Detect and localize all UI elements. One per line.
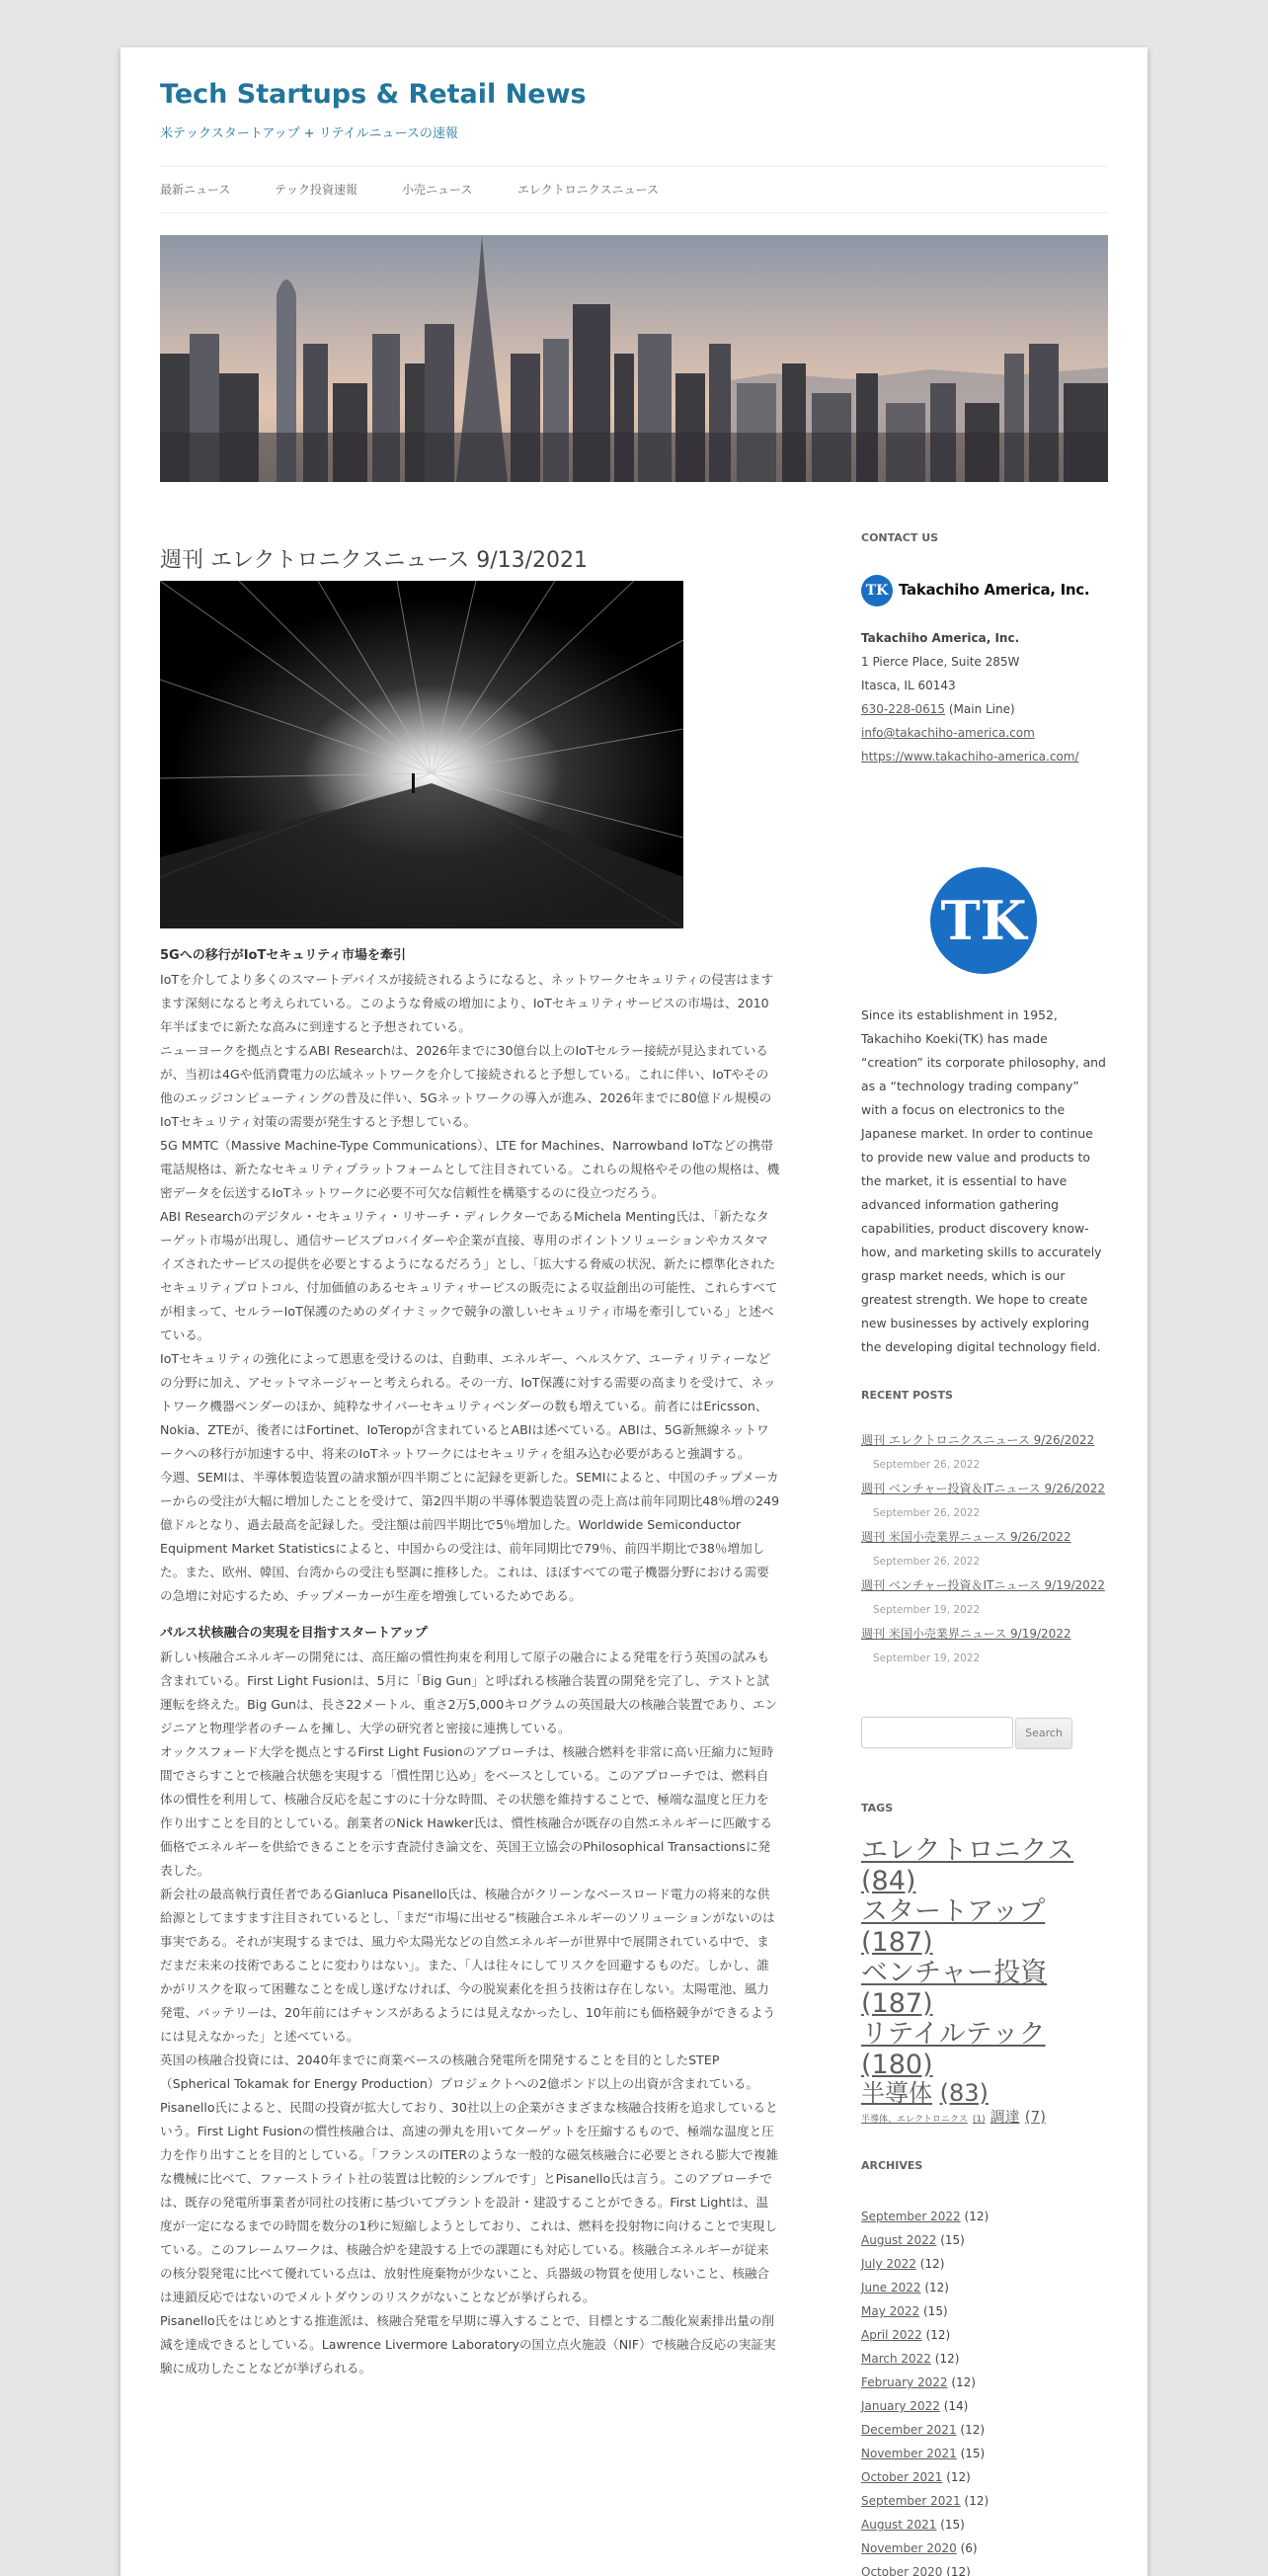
tag-link[interactable]: ベンチャー投資	[861, 1958, 1048, 1989]
tag-count[interactable]: (83)	[939, 2079, 989, 2108]
paragraph: Pisanello氏をはじめとする推進派は、核融合発電を早期に導入することで、目標とする二酸化炭素排出量の削減を達成できるとしている。Lawrence Livermore Laboratoryの国立点火施設（NIF）で核融合反応の実証実験に成功したことなどが挙げられる。	[160, 2313, 776, 2375]
archive-count: (12)	[946, 2470, 971, 2484]
archive-count: (12)	[925, 2328, 951, 2342]
tag-count[interactable]: (187)	[861, 1927, 933, 1959]
archive-count: (12)	[924, 2281, 949, 2294]
recent-post-link[interactable]: 週刊 ベンチャー投資＆ITニュース 9/19/2022	[861, 1578, 1106, 1592]
tag-item	[861, 2080, 1108, 2108]
recent-post-link[interactable]: 週刊 米国小売業界ニュース 9/19/2022	[861, 1627, 1071, 1641]
archive-count: (15)	[960, 2447, 986, 2460]
tag-link[interactable]: エレクトロニクス	[861, 1835, 1074, 1866]
archive-item	[861, 2513, 1108, 2536]
archive-link[interactable]: October 2020	[861, 2565, 943, 2576]
tag-link[interactable]: スタートアップ	[861, 1896, 1046, 1928]
archive-link[interactable]: October 2021	[861, 2470, 943, 2484]
tag-item-row	[861, 2108, 1108, 2126]
paragraph: 英国の核融合投資には、2040年までに商業ベースの核融合発電所を開発することを目的としたSTEP（Spherical Tokamak for Energy Production）プロジェクトへの2億ポンド以上の出資が含まれている。Pisanello氏によると、民間の投資が拡大しており、30社以上の企業がさまざまな核融合技術を追求しているという。First Light Fusionの慣性核融合は、高速の弾丸を用いてターゲットを圧縮するもので、極端な温度と圧力を作り出すことを目的としている。「フランスのITERのような一般的な磁気核融合に必要とされる膨大で複雑な機械に比べて、ファーストライト社の装置は比較的シンプルです」とPisanello氏は言う。このアプローチでは、既存の発電所事業者が同社の技術に基づいてプラントを設計・建設することができる。First Lightは、温度が一定になるまでの時間を数分の1秒に短縮しようとしており、これは、燃料を投射物に向けることで実現している。このフレームワークは、核融合炉を建設する上での課題にも対応している。核融合エネルギーが従来の核分裂発電に比べて優れている点は、放射性廃棄物が少ないこと、兵器級の物質を使用しないこと、核融合は連鎖反応ではないのでメルトダウンのリスクがないことなどが挙げられる。	[160, 2053, 778, 2304]
archive-count: (6)	[960, 2541, 978, 2555]
recent-post-date: September 26, 2022	[873, 1507, 981, 1519]
recent-post-link[interactable]: 週刊 米国小売業界ニュース 9/26/2022	[861, 1530, 1071, 1544]
widget-title-archives: ARCHIVES	[861, 2159, 923, 2172]
phone-note: (Main Line)	[948, 702, 1015, 716]
archive-link[interactable]: March 2022	[861, 2352, 931, 2366]
tag-count[interactable]: (187)	[861, 1988, 933, 2020]
tag-link[interactable]: リテイルテック	[861, 2019, 1046, 2051]
archive-item	[861, 2299, 1108, 2323]
archive-item	[861, 2371, 1108, 2394]
paragraph: 新会社の最高執行責任者であるGianluca Pisanello氏は、核融合がクリーンなベースロード電力の将来的な供給源としてますます注目されているとし、「まだ“市場に出せる”核融合エネルギーのソリューションがないのは事実である。それが実現するまでは、風力や太陽光などの自然エネルギーが世界中で展開されている中で、まだまだ未来の技術であることに変わりはない」。また、「人は往々にしてリスクを回避するものだ。しかし、誰かがリスクを取って困難なことを成し遂げなければ、今の脱炭素化を担う技術は存在しない。太陽電池、風力発電、バッテリーは、20年前にはチャンスがあるようには見えなかったし、10年前にも価格競争ができるようには見えなかった」と述べている。	[160, 1887, 776, 2044]
page-container	[120, 47, 1148, 2576]
tag-link[interactable]: 半導体	[861, 2079, 932, 2108]
tag-count[interactable]: (7)	[1024, 2107, 1047, 2126]
email-link[interactable]: info@takachiho-america.com	[861, 726, 1035, 740]
paragraph: ABI Researchのデジタル・セキュリティ・リサーチ・ディレクターであるMichela Menting氏は、「新たなターゲット市場が出現し、通信サービスプロバイダーや企業が直接、専用のポイントソリューションやカスタマイズされたサービスの提供を必要とするようになるだろう」とし、「拡大する脅威の状況、新たに標準化されたセキュリティプロトコル、付加価値のあるセキュリティサービスの販売による収益創出の可能性、これらすべてが相まって、セルラーIoT保護のためのダイナミックで競争の激しいセキュリティ市場を牽引している」と述べている。	[160, 1209, 778, 1342]
archive-count: (12)	[946, 2565, 971, 2576]
recent-post-item	[861, 1428, 1108, 1477]
archives-list	[861, 2205, 1108, 2576]
tag-item	[861, 1896, 1108, 1958]
archive-item	[861, 2489, 1108, 2513]
archive-count: (15)	[940, 2518, 965, 2532]
search-input[interactable]	[861, 1717, 1013, 1748]
archive-item	[861, 2347, 1108, 2371]
recent-post-item	[861, 1525, 1108, 1573]
archive-link[interactable]: April 2022	[861, 2328, 922, 2342]
nav-item-tech-investment[interactable]: テック投資速報	[275, 183, 358, 197]
archive-item	[861, 2418, 1108, 2442]
nav-item-latest-news[interactable]: 最新ニュース	[160, 183, 231, 197]
widget-title-tags: TAGS	[861, 1802, 894, 1814]
recent-post-item	[861, 1622, 1108, 1670]
website-link[interactable]: https://www.takachiho-america.com/	[861, 750, 1079, 764]
archive-item	[861, 2394, 1108, 2418]
company-logo	[861, 575, 1108, 606]
archive-link[interactable]: July 2022	[861, 2257, 916, 2271]
tag-link[interactable]: 調達	[990, 2107, 1020, 2126]
archive-link[interactable]: September 2021	[861, 2494, 961, 2508]
archive-item	[861, 2228, 1108, 2252]
phone-link[interactable]: 630-228-0615	[861, 702, 946, 716]
paragraph: IoTセキュリティの強化によって恩恵を受けるのは、自動車、エネルギー、ヘルスケア、ユーティリティーなどの分野に加え、アセットマネージャーと考えられる。その一方、IoT保護に対する需要の高まりを受けて、ネットワーク機器ベンダーのほか、純粋なサイバーセキュリティベンダーの数も増えている。前者にはEricsson、Nokia、ZTEが、後者にはFortinet、IoTeropが含まれているとABIは述べている。ABIは、5G新無線ネットワークへの移行が加速する中、将来のIoTネットワークにはセキュリティを組み込む必要があると強調する。	[160, 1351, 776, 1461]
tag-count[interactable]: (180)	[861, 2050, 933, 2081]
archive-count: (14)	[943, 2399, 969, 2413]
tag-link[interactable]: 半導体、エレクトロニクス	[861, 2114, 968, 2125]
archive-item	[861, 2465, 1108, 2489]
archive-link[interactable]: November 2021	[861, 2447, 957, 2460]
archive-link[interactable]: January 2022	[861, 2399, 940, 2413]
tag-count[interactable]: (1)	[972, 2114, 986, 2125]
logo-mark-icon: TK	[861, 575, 893, 606]
tag-cloud	[861, 1835, 1108, 2126]
nav-item-retail-news[interactable]: 小売ニュース	[402, 183, 473, 197]
archive-link[interactable]: February 2022	[861, 2375, 948, 2389]
archive-item	[861, 2442, 1108, 2465]
recent-post-date: September 26, 2022	[873, 1556, 981, 1568]
recent-post-date: September 19, 2022	[873, 1652, 981, 1664]
site-title[interactable]: Tech Startups & Retail News	[160, 79, 587, 110]
archive-item	[861, 2560, 1108, 2576]
paragraph: IoTを介してより多くのスマートデバイスが接続されるようになると、ネットワークセキュリティの侵害はますます深刻になると考えられている。このような脅威の増加により、IoTセキュリティサービスの市場は、2010年半ばまでに新たな高みに到達すると予想されている。	[160, 972, 774, 1034]
archive-link[interactable]: September 2022	[861, 2210, 961, 2223]
archive-count: (15)	[923, 2304, 948, 2318]
archive-count: (12)	[964, 2494, 990, 2508]
address-line-1: 1 Pierce Place, Suite 285W	[861, 655, 1020, 669]
paragraph: 5G MMTC（Massive Machine-Type Communications）、LTE for Machines、Narrowband IoTなどの携帯電話規格は、新たなセキュリティプラットフォームとして注目されている。これらの規格やその他の規格は、機密データを伝送するIoTネットワークに必要不可欠な信頼性を構築するのに役立つだろう。	[160, 1138, 780, 1200]
archive-link[interactable]: November 2020	[861, 2541, 957, 2555]
tag-item	[861, 1958, 1108, 2019]
tag-count[interactable]: (84)	[861, 1866, 916, 1897]
widget-title-contact: CONTACT US	[861, 531, 939, 544]
tag-item	[861, 2019, 1108, 2080]
recent-posts-list	[861, 1428, 1108, 1670]
archive-count: (12)	[934, 2352, 960, 2366]
archive-item	[861, 2536, 1108, 2560]
archive-count: (15)	[940, 2233, 965, 2247]
recent-post-date: September 26, 2022	[873, 1459, 981, 1471]
nav-item-electronics-news[interactable]: エレクトロニクスニュース	[517, 183, 660, 197]
logo-text: Takachiho America, Inc.	[899, 581, 1090, 599]
paragraph: 新しい核融合エネルギーの開発には、高圧縮の慣性拘束を利用して原子の融合による発電を行う英国の試みも含まれている。First Light Fusionは、5月に「Big Gun」と呼ばれる核融合装置の開発を完了し、テストと試運転を終えた。Big Gunは、長さ22メートル、重さ2万5,000キログラムの英国最大の核融合装置であり、エンジニアと物理学者のチームを擁し、大学の研究者と密接に連携している。	[160, 1650, 778, 1735]
recent-post-item	[861, 1573, 1108, 1622]
archive-link[interactable]: August 2021	[861, 2518, 937, 2532]
main-navigation	[160, 166, 1108, 213]
archive-item	[861, 2252, 1108, 2276]
archive-link[interactable]: August 2022	[861, 2233, 937, 2247]
paragraph: 今週、SEMIは、半導体製造装置の請求額が四半期ごとに記録を更新した。SEMIによると、中国のチップメーカーからの受注が大幅に増加したことを受けて、第2四半期の半導体製造装置の売上高は前年同期比48％増の249億ドルとなり、過去最高を記録した。受注額は前四半期比で5％増加した。Worldwide Semiconductor Equipment Market Statisticsによると、中国からの受注は、前年同期比で79％、前四半期比で38％増加した。また、欧州、韓国、台湾からの受注も堅調に推移した。これは、ほぼすべての電子機器分野における需要の急増に対応するため、チップメーカーが生産を増強しているためである。	[160, 1470, 780, 1603]
paragraph: オックスフォード大学を拠点とするFirst Light Fusionのアプローチは、核融合燃料を非常に高い圧縮力に短時間でさらすことで核融合状態を実現する「慣性閉じ込め」をベースとしている。このアプローチでは、燃料自体の慣性を利用して、核融合反応を起こすのに十分な時間、その状態を維持することで、極端な温度と圧力を作り出すことを目的としている。創業者のNick Hawker氏は、慣性核融合が既存の自然エネルギーに匹敵する価格でエネルギーを供給できることを示す査読付き論文を、英国王立協会のPhilosophical Transactionsに発表した。	[160, 1744, 774, 1878]
archive-link[interactable]: December 2021	[861, 2423, 957, 2437]
recent-post-date: September 19, 2022	[873, 1604, 981, 1616]
archive-item	[861, 2276, 1108, 2299]
archive-count: (12)	[964, 2210, 990, 2223]
tk-badge-icon: TK	[930, 867, 1037, 974]
recent-post-link[interactable]: 週刊 エレクトロニクスニュース 9/26/2022	[861, 1433, 1095, 1447]
post-tunnel-image	[160, 581, 683, 928]
paragraph: ニューヨークを拠点とするABI Researchは、2026年までに30億台以上のIoTセルラー接続が見込まれているが、当初は4Gや低消費電力の広域ネットワークを介して接続されると予想している。これに伴い、IoTやその他のエッジコンピューティングの普及に伴い、5Gネットワークの導入が進み、2026年までに80億ドル規模のIoTセキュリティ対策の需要が発生すると予想している。	[160, 1043, 772, 1129]
company-name: Takachiho America, Inc.	[861, 631, 1020, 645]
search-button[interactable]: Search	[1015, 1718, 1072, 1749]
recent-post-item	[861, 1477, 1108, 1525]
archive-count: (12)	[951, 2375, 976, 2389]
archive-count: (12)	[919, 2257, 945, 2271]
site-description: 米テックスタートアップ + リテイルニュースの速報	[160, 126, 458, 141]
archive-link[interactable]: June 2022	[861, 2281, 921, 2294]
archive-link[interactable]: May 2022	[861, 2304, 920, 2318]
archive-count: (12)	[960, 2423, 986, 2437]
widget-title-recent-posts: RECENT POSTS	[861, 1389, 953, 1402]
archive-item	[861, 2323, 1108, 2347]
recent-post-link[interactable]: 週刊 ベンチャー投資＆ITニュース 9/26/2022	[861, 1482, 1106, 1495]
section-heading: パルス状核融合の実現を目指すスタートアップ	[160, 1626, 428, 1641]
post-title: 週刊 エレクトロニクスニュース 9/13/2021	[160, 547, 589, 573]
company-about-text: Since its establishment in 1952, Takachiho Koeki(TK) has made “creation” its corporate philosophy, and as a “technology trading company” with a focus on electronics to the Japanese market. In order to continue to provide new value and products to the market, it is essential to have advanced information gathering capabilities, product discovery know-how, and marketing skills to accurately grasp market needs, which is our greatest strength. We hope to create new businesses by actively exploring the developing digital technology field.	[861, 1007, 1106, 1354]
tag-item	[861, 1835, 1108, 1896]
header-city-skyline-image	[160, 235, 1108, 482]
section-heading: 5Gへの移行がIoTセキュリティ市場を牽引	[160, 948, 407, 963]
archive-item	[861, 2205, 1108, 2228]
post-content	[160, 944, 780, 2380]
address-line-2: Itasca, IL 60143	[861, 679, 956, 692]
